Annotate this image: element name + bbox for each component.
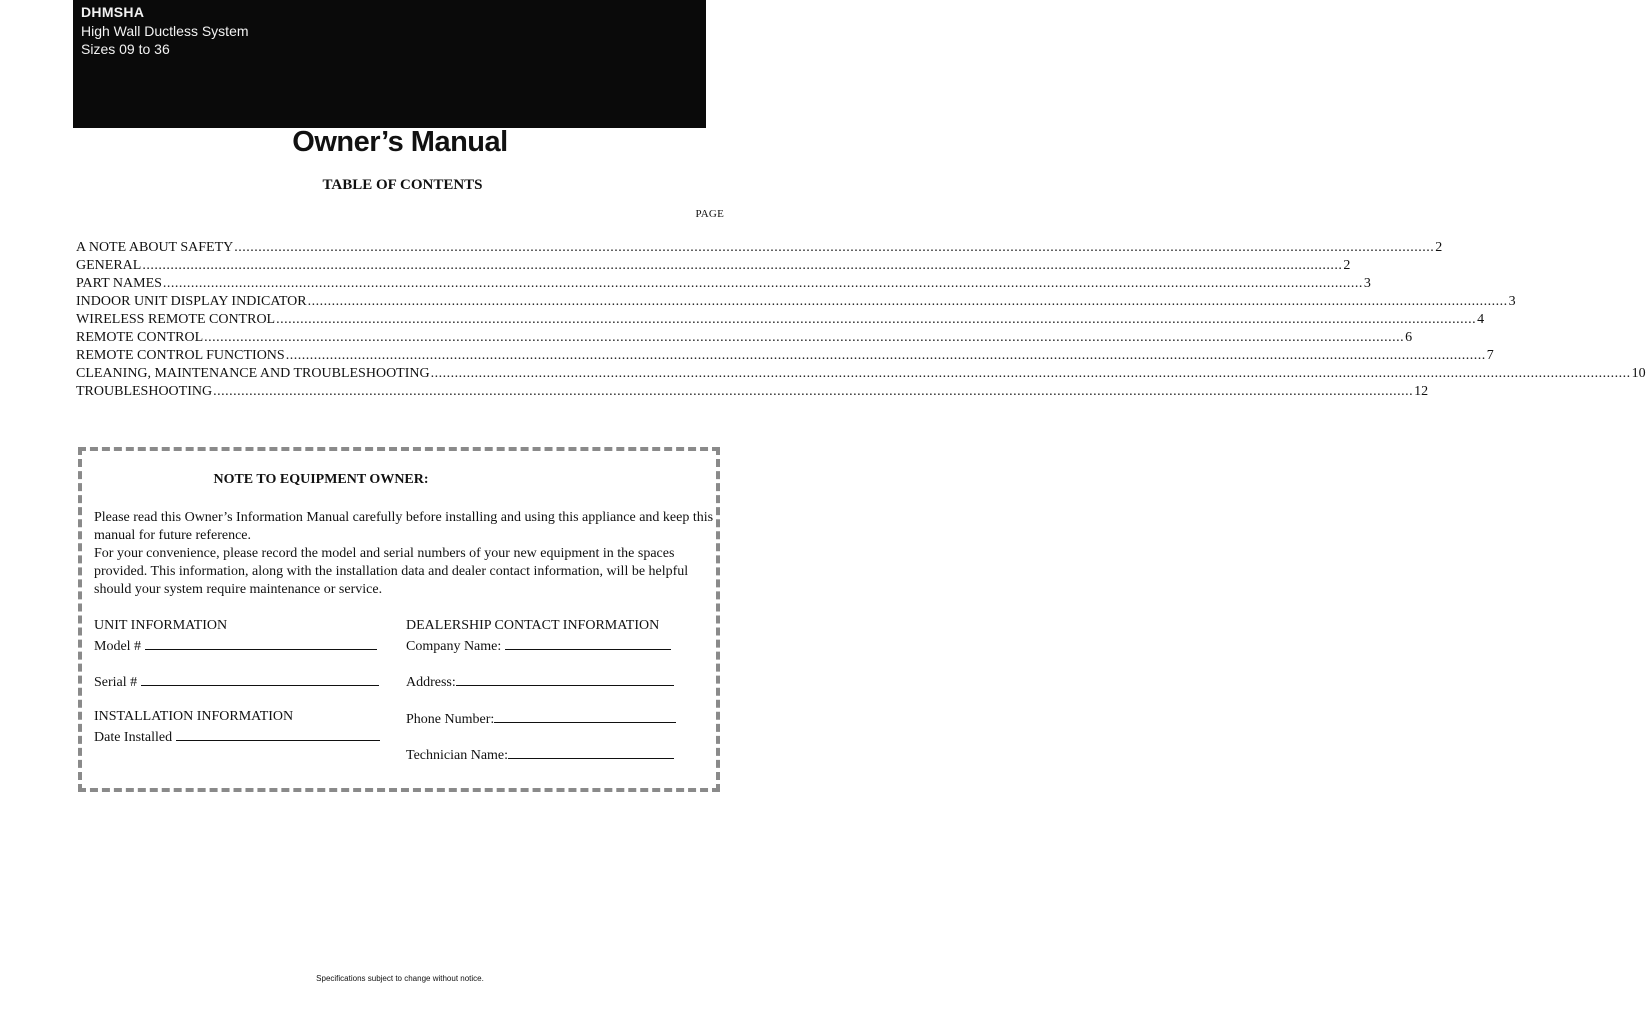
note-paragraph: For your convenience, please record the model and serial numbers of your new equipment in the spaces provided. This information, along with the installation data and dealer contact information, will be helpful should your system require maintenance or service. <box>94 546 689 597</box>
serial-number-field[interactable] <box>94 671 379 692</box>
toc-entry-page: 3 <box>1508 294 1516 309</box>
toc-entry-page: 12 <box>1414 384 1429 399</box>
toc-entry-page: 4 <box>1477 312 1485 327</box>
company-name-line[interactable] <box>505 635 671 650</box>
toc-leader-dots: ............................................................................................................................................................................................................................................................................................................ <box>430 366 1631 381</box>
phone-number-label: Phone Number: <box>406 712 495 727</box>
footer-disclaimer: Specifications subject to change without notice. <box>316 974 484 983</box>
toc-entry-label: TROUBLESHOOTING <box>76 384 213 399</box>
toc-leader-dots: ............................................................................................................................................................................................................................................................................................................ <box>307 294 1508 309</box>
model-number-line[interactable] <box>145 635 377 650</box>
model-number-field[interactable] <box>94 635 377 656</box>
phone-number-field[interactable] <box>406 708 676 729</box>
installation-info-heading: INSTALLATION INFORMATION <box>94 709 294 724</box>
toc-entry-page: 2 <box>1343 258 1351 273</box>
address-line[interactable] <box>456 671 674 686</box>
toc-leader-dots: ............................................................................................................................................................................................................................................................................................................ <box>142 258 1343 273</box>
note-body <box>94 509 716 599</box>
toc-leader-dots: ............................................................................................................................................................................................................................................................................................................ <box>213 384 1414 399</box>
toc-entry-page: 3 <box>1363 276 1371 291</box>
toc-entry-page: 7 <box>1486 348 1494 363</box>
serial-number-label: Serial # <box>94 675 138 690</box>
toc-leader-dots: ............................................................................................................................................................................................................................................................................................................ <box>285 348 1486 363</box>
address-field[interactable] <box>406 671 674 692</box>
toc-entry-label: GENERAL <box>76 258 142 273</box>
table-of-contents <box>76 239 1646 401</box>
toc-leader-dots: ............................................................................................................................................................................................................................................................................................................ <box>234 240 1435 255</box>
product-description: High Wall Ductless System <box>81 23 249 39</box>
toc-entry[interactable] <box>76 347 1494 365</box>
date-installed-label: Date Installed <box>94 730 173 745</box>
product-sizes: Sizes 09 to 36 <box>81 41 170 57</box>
company-name-label: Company Name: <box>406 639 502 654</box>
toc-entry[interactable] <box>76 275 1371 293</box>
address-label: Address: <box>406 675 456 690</box>
toc-entry-page: 6 <box>1405 330 1413 345</box>
toc-entry[interactable] <box>76 293 1516 311</box>
toc-entry-label: WIRELESS REMOTE CONTROL <box>76 312 276 327</box>
date-installed-line[interactable] <box>176 726 380 741</box>
toc-leader-dots: ............................................................................................................................................................................................................................................................................................................ <box>276 312 1477 327</box>
model-code: DHMSHA <box>81 4 145 20</box>
note-heading: NOTE TO EQUIPMENT OWNER: <box>213 472 429 487</box>
toc-entry[interactable] <box>76 257 1351 275</box>
phone-number-line[interactable] <box>494 708 676 723</box>
toc-entry-label: CLEANING, MAINTENANCE AND TROUBLESHOOTING <box>76 366 430 381</box>
unit-info-heading: UNIT INFORMATION <box>94 618 228 633</box>
technician-name-line[interactable] <box>508 744 674 759</box>
toc-entry[interactable] <box>76 383 1429 401</box>
company-name-field[interactable] <box>406 635 671 656</box>
toc-entry-label: REMOTE CONTROL FUNCTIONS <box>76 348 285 363</box>
toc-entry-label: A NOTE ABOUT SAFETY <box>76 240 234 255</box>
date-installed-field[interactable] <box>94 726 380 747</box>
dealer-info-heading: DEALERSHIP CONTACT INFORMATION <box>406 618 660 633</box>
document-title: Owner’s Manual <box>292 126 508 158</box>
toc-entry[interactable] <box>76 365 1646 383</box>
toc-entry-label: PART NAMES <box>76 276 162 291</box>
note-paragraph: Please read this Owner’s Information Manual carefully before installing and using this appliance and keep this manual for future reference. <box>94 510 714 543</box>
toc-entry-label: REMOTE CONTROL <box>76 330 204 345</box>
toc-entry-page: 10 <box>1631 366 1646 381</box>
header-band <box>73 0 706 128</box>
toc-entry[interactable] <box>76 311 1485 329</box>
toc-entry-label: INDOOR UNIT DISPLAY INDICATOR <box>76 294 307 309</box>
toc-page-label: PAGE <box>695 208 724 220</box>
toc-leader-dots: ............................................................................................................................................................................................................................................................................................................ <box>162 276 1363 291</box>
technician-name-label: Technician Name: <box>406 748 509 763</box>
technician-name-field[interactable] <box>406 744 674 765</box>
toc-entry[interactable] <box>76 239 1443 257</box>
toc-entry[interactable] <box>76 329 1413 347</box>
model-number-label: Model # <box>94 639 142 654</box>
serial-number-line[interactable] <box>141 671 379 686</box>
toc-leader-dots: ............................................................................................................................................................................................................................................................................................................ <box>204 330 1405 345</box>
toc-title: TABLE OF CONTENTS <box>322 177 483 193</box>
toc-entry-page: 2 <box>1435 240 1443 255</box>
